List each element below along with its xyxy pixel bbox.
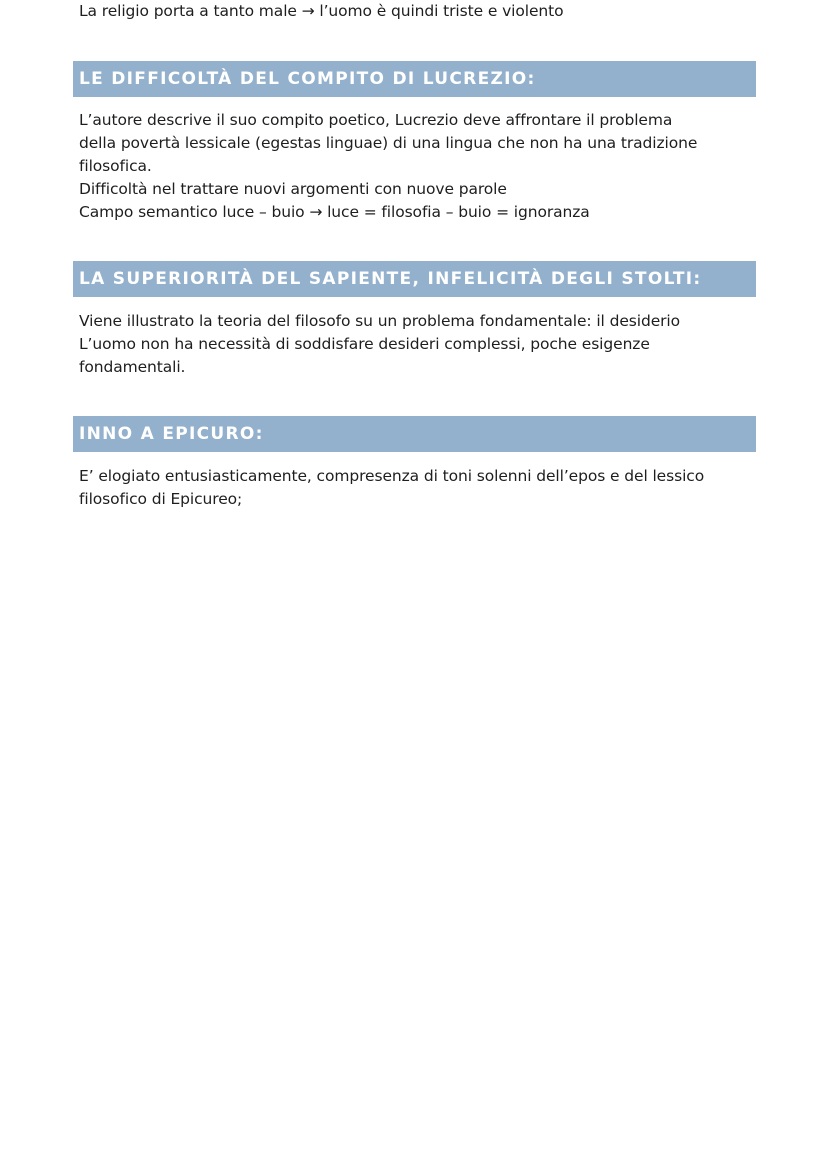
section-1-line-3: filosofica.	[79, 157, 152, 175]
section-2-line-1: Viene illustrato la teoria del filosofo su un problema fondamentale: il desiderio	[79, 312, 680, 330]
section-2-line-3: fondamentali.	[79, 358, 186, 376]
section-1-line-5: Campo semantico luce – buio → luce = filosofia – buio = ignoranza	[79, 203, 590, 221]
section-1-line-1: L’autore descrive il suo compito poetico, Lucrezio deve affrontare il problema	[79, 111, 673, 129]
section-heading-inno-a-epicuro: INNO A EPICURO:	[73, 416, 756, 452]
section-1-line-2: della povertà lessicale (egestas linguae) di una lingua che non ha una tradizione	[79, 134, 698, 152]
intro-line: La religio porta a tanto male → l’uomo è quindi triste e violento	[79, 2, 564, 20]
section-heading-difficolta: LE DIFFICOLTÀ DEL COMPITO DI LUCREZIO:	[73, 61, 756, 97]
section-3-line-1: E’ elogiato entusiasticamente, compresenza di toni solenni dell’epos e del lessico	[79, 467, 705, 485]
section-3-line-2: filosofico di Epicureo;	[79, 490, 243, 508]
section-2-line-2: L’uomo non ha necessità di soddisfare desideri complessi, poche esigenze	[79, 335, 650, 353]
section-1-line-4: Difficoltà nel trattare nuovi argomenti con nuove parole	[79, 180, 507, 198]
section-heading-superiorita: LA SUPERIORITÀ DEL SAPIENTE, INFELICITÀ DEGLI STOLTI:	[73, 261, 756, 297]
